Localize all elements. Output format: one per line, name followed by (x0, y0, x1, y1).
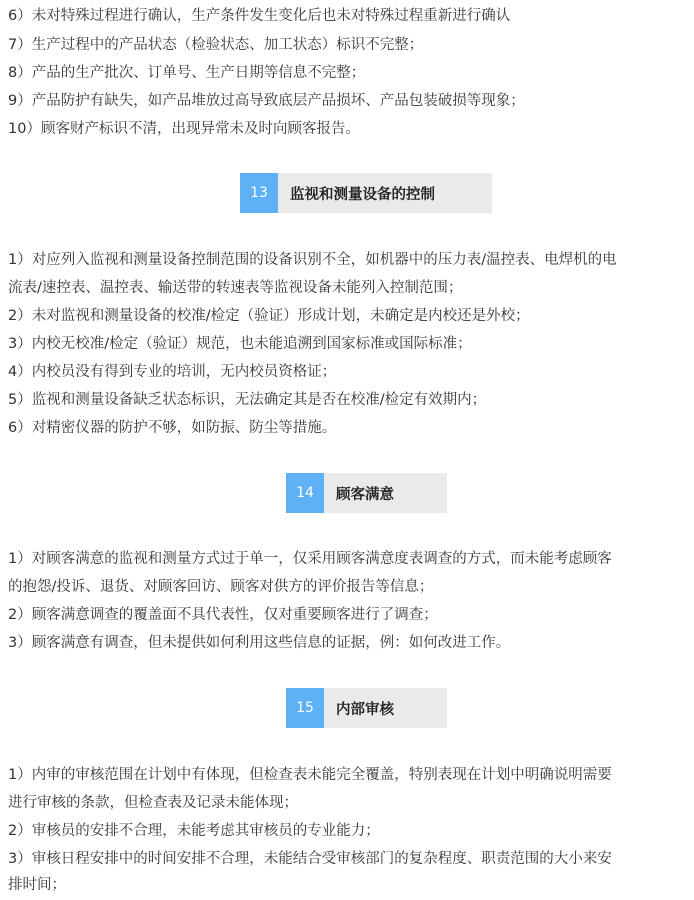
list-item: 6）未对特殊过程进行确认，生产条件发生变化后也未对特殊过程重新进行确认 (8, 8, 511, 24)
section-header-13 (240, 173, 492, 213)
list-item: 7）生产过程中的产品状态（检验状态、加工状态）标识不完整； (8, 37, 424, 53)
list-item: 排时间； (8, 877, 66, 893)
section-title: 内部审核 (324, 688, 447, 728)
list-item: 4）内校员没有得到专业的培训，无内校员资格证； (8, 364, 337, 380)
list-item: 流表/速控表、温控表、输送带的转速表等监视设备未能列入控制范围； (8, 280, 463, 296)
list-item: 3）内校无校准/检定（验证）规范，也未能追溯到国家标准或国际标准； (8, 336, 472, 352)
section-header-14 (286, 473, 447, 513)
section-number-badge: 15 (286, 688, 324, 728)
list-item: 进行审核的条款，但检查表及记录未能体现； (8, 795, 298, 811)
section-title: 顾客满意 (324, 473, 447, 513)
section-header-15 (286, 688, 447, 728)
list-item: 10）顾客财产标识不清，出现异常未及时向顾客报告。 (8, 121, 360, 137)
list-item: 1）内审的审核范围在计划中有体现，但检查表未能完全覆盖，特别表现在计划中明确说明需要 (8, 767, 612, 783)
list-item: 2）审核员的安排不合理，未能考虑其审核员的专业能力； (8, 823, 380, 839)
list-item: 1）对应列入监视和测量设备控制范围的设备识别不全，如机器中的压力表/温控表、电焊机的电 (8, 252, 617, 268)
section-title: 监视和测量设备的控制 (278, 173, 492, 213)
list-item: 6）对精密仪器的防护不够，如防振、防尘等措施。 (8, 420, 337, 436)
list-item: 3）顾客满意有调查，但未提供如何利用这些信息的证据，例：如何改进工作。 (8, 635, 511, 651)
list-item: 8）产品的生产批次、订单号、生产日期等信息不完整； (8, 65, 366, 81)
list-item: 1）对顾客满意的监视和测量方式过于单一，仅采用顾客满意度表调查的方式，而未能考虑顾客 (8, 551, 612, 567)
section-number-badge: 13 (240, 173, 278, 213)
list-item: 2）未对监视和测量设备的校准/检定（验证）形成计划，未确定是内校还是外校； (8, 308, 530, 324)
list-item: 5）监视和测量设备缺乏状态标识，无法确定其是否在校准/检定有效期内； (8, 392, 487, 408)
list-item: 的抱怨/投诉、退货、对顾客回访、顾客对供方的评价报告等信息； (8, 579, 434, 595)
list-item: 9）产品防护有缺失，如产品堆放过高导致底层产品损坏、产品包装破损等现象； (8, 93, 525, 109)
list-item: 2）顾客满意调查的覆盖面不具代表性，仅对重要顾客进行了调查； (8, 607, 438, 623)
list-item: 3）审核日程安排中的时间安排不合理，未能结合受审核部门的复杂程度、职责范围的大小来安 (8, 851, 612, 867)
section-number-badge: 14 (286, 473, 324, 513)
